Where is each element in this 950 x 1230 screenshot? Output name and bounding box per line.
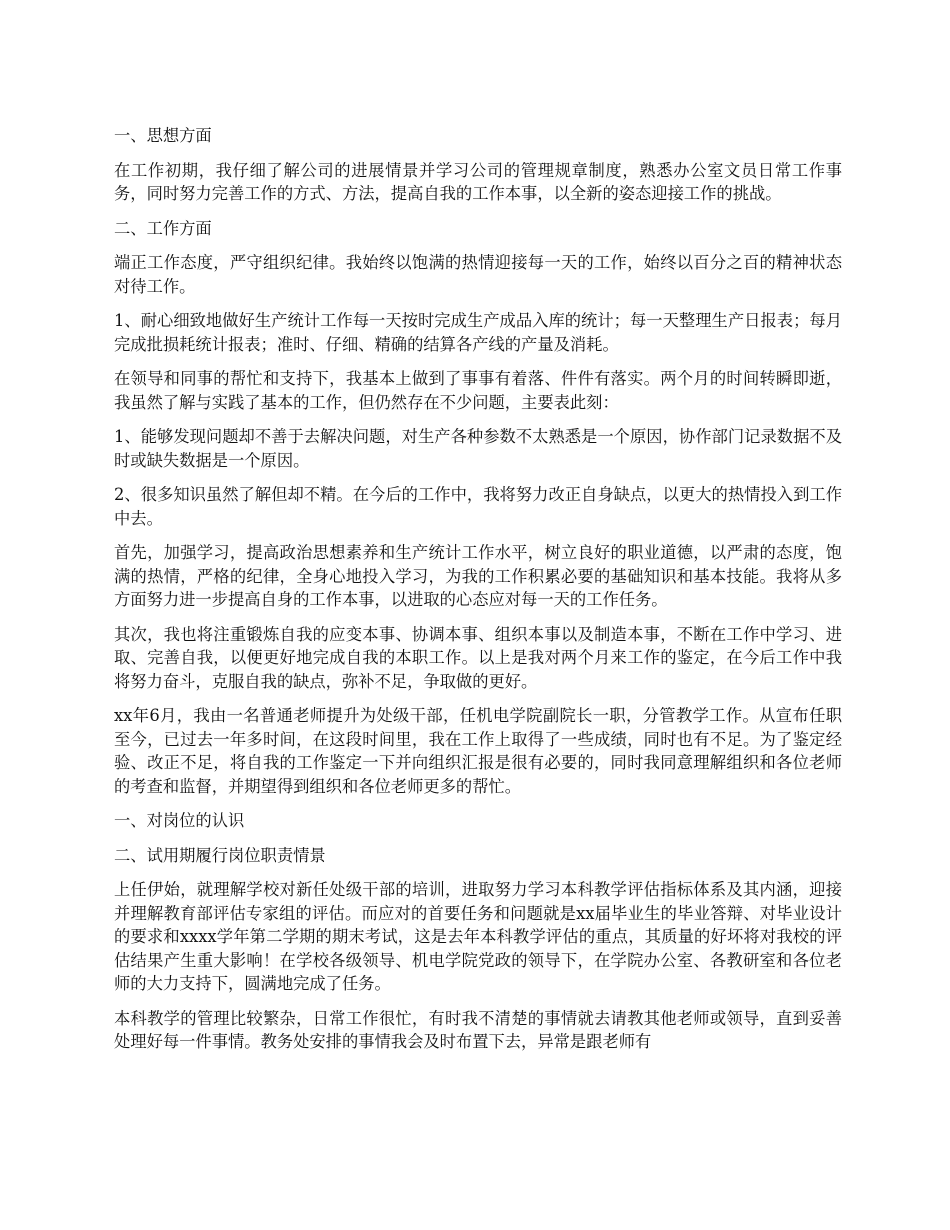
section-heading-probation: 二、试用期履行岗位职责情景 (114, 845, 326, 865)
section-heading-position: 一、对岗位的认识 (114, 811, 245, 830)
section-heading-work: 二、工作方面 (114, 218, 212, 238)
paragraph: 其次，我也将注重锻炼自我的应变本事、协调本事、组织本事以及制造本事，不断在工作中学习、进取、完善自我，以便更好地完成自我的本职工作。以上是我对两个月来工作的鉴定，在今后工作中我将努力奋斗，克服自我的缺点，弥补不足，争取做的更好。 (114, 624, 842, 691)
paragraph: 首先，加强学习，提高政治思想素养和生产统计工作水平，树立良好的职业道德，以严肃的态度，饱满的热情，严格的纪律，全身心地投入学习，为我的工作积累必要的基础知识和基本技能。我将从多方面努力进一步提高自身的工作本事，以进取的心态应对每一天的工作任务。 (114, 543, 842, 609)
section-heading-thought: 一、思想方面 (114, 126, 212, 145)
paragraph: 本科教学的管理比较繁杂，日常工作很忙，有时我不清楚的事情就去请教其他老师或领导，直到妥善处理好每一件事情。教务处安排的事情我会及时布置下去，异常是跟老师有 (114, 1008, 842, 1051)
document-body (114, 124, 842, 1065)
paragraph: 上任伊始，就理解学校对新任处级干部的培训，进取努力学习本科教学评估指标体系及其内涵，迎接并理解教育部评估专家组的评估。而应对的首要任务和问题就是xx届毕业生的毕业答辩、对毕业设计的要求和xxxx学年第二学期的期末考试，这是去年本科教学评估的重点，其质量的好坏将对我校的评估结果产生重大影响！在学校各级领导、机电学院党政的领导下，在学院办公室、各教研室和各位老师的大力支持下，圆满地完成了任务。 (114, 880, 842, 993)
paragraph: 1、耐心细致地做好生产统计工作每一天按时完成生产成品入库的统计；每一天整理生产日报表；每月完成批损耗统计报表；准时、仔细、精确的结算各产线的产量及消耗。 (114, 311, 842, 354)
paragraph: 在领导和同事的帮忙和支持下，我基本上做到了事事有着落、件件有落实。两个月的时间转瞬即逝，我虽然了解与实践了基本的工作，但仍然存在不少问题，主要表此刻： (114, 369, 842, 412)
paragraph: 端正工作态度，严守组织纪律。我始终以饱满的热情迎接每一天的工作，始终以百分之百的精神状态对待工作。 (114, 253, 842, 296)
paragraph: 1、能够发现问题却不善于去解决问题，对生产各种参数不太熟悉是一个原因，协作部门记录数据不及时或缺失数据是一个原因。 (114, 427, 842, 470)
paragraph: 在工作初期，我仔细了解公司的进展情景并学习公司的管理规章制度，熟悉办公室文员日常工作事务，同时努力完善工作的方式、方法，提高自我的工作本事，以全新的姿态迎接工作的挑战。 (114, 160, 842, 203)
paragraph: xx年6月，我由一名普通老师提升为处级干部，任机电学院副院长一职，分管教学工作。从宣布任职至今，已过去一年多时间，在这段时间里，我在工作上取得了一些成绩，同时也有不足。为了鉴定经验、改正不足，将自我的工作鉴定一下并向组织汇报是很有必要的，同时我同意理解组织和各位老师的考查和监督，并期望得到组织和各位老师更多的帮忙。 (114, 706, 842, 796)
paragraph: 2、很多知识虽然了解但却不精。在今后的工作中，我将努力改正自身缺点，以更大的热情投入到工作中去。 (114, 485, 842, 528)
